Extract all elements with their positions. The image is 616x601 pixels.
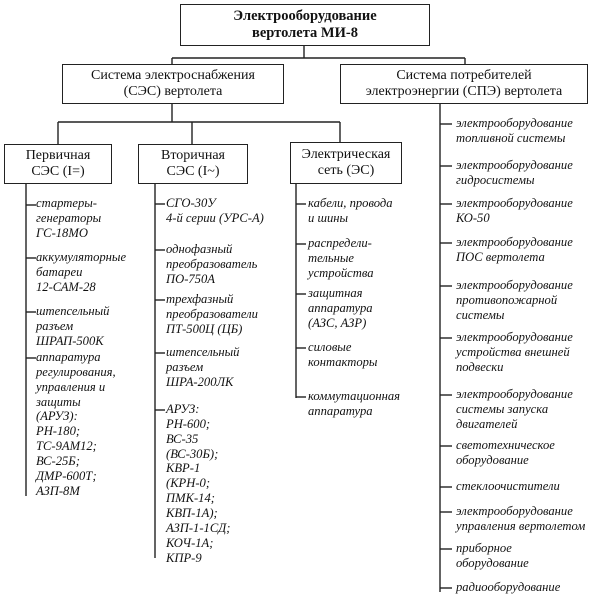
item-line: СГО-30У (166, 196, 216, 210)
consumer-item (456, 479, 560, 494)
item-line: КВР-1 (166, 461, 201, 476)
item-line: управления и (36, 379, 106, 394)
primary-ses-box (4, 144, 112, 184)
item-line: преобразователи (166, 306, 258, 321)
consumer-item (456, 116, 573, 146)
item-line: КОЧ-1А; (166, 535, 214, 550)
item-line: ТС-9АМ12; (36, 439, 97, 454)
secondary-item (166, 242, 257, 287)
primary-item (36, 196, 101, 241)
item-line: ДМР-600Т; (36, 468, 97, 483)
item-line: распредели- (308, 236, 372, 250)
item-line: (КРН-0; (166, 476, 211, 491)
secondary-ses-box (138, 144, 248, 184)
item-line: однофазный (166, 242, 233, 256)
item-line: (АЗС, АЗР) (308, 315, 367, 330)
secondary-item (166, 292, 258, 337)
item-line: РН-180; (36, 424, 81, 439)
network-item (308, 196, 393, 226)
item-line: и шины (308, 210, 349, 225)
network-item (308, 286, 373, 331)
network-item (308, 340, 377, 370)
item-line: разъем (36, 318, 74, 333)
supply-system-box (62, 64, 284, 104)
item-line: аккумуляторные (36, 250, 127, 264)
item-line: АЗП-1-1СД; (166, 520, 231, 535)
item-line: топливной системы (456, 130, 566, 145)
item-line: управления вертолетом (456, 518, 586, 533)
item-line: контакторы (308, 354, 378, 369)
item-line: силовые (308, 340, 352, 354)
item-line: защиты (36, 394, 81, 409)
item-line: оборудование (456, 555, 529, 570)
consumer-item (456, 235, 573, 265)
consumer-item (456, 196, 573, 226)
item-line: АРУЗ: (166, 402, 200, 416)
root-line1: Электрооборудование (233, 8, 377, 25)
secondary-item (166, 345, 239, 390)
item-line: электрооборудование (456, 158, 573, 172)
item-line: ПО-750А (166, 271, 215, 286)
item-line: электрооборудование (456, 196, 573, 210)
network-item (308, 236, 374, 281)
item-line: аппаратура (308, 403, 373, 418)
supply-line2: (СЭС) вертолета (123, 84, 223, 99)
item-line: разъем (166, 359, 204, 374)
item-line: 12-САМ-28 (36, 279, 96, 294)
item-line: ВС-25Б; (36, 454, 80, 469)
secondary-line2: СЭС (I~) (166, 164, 220, 179)
secondary-item (166, 196, 264, 226)
item-line: штепсельный (36, 304, 110, 318)
root-box (180, 4, 430, 46)
consumer-item (456, 580, 560, 595)
item-line: коммутационная (308, 389, 400, 403)
secondary-line1: Вторичная (161, 147, 225, 163)
secondary-item (166, 402, 230, 565)
item-line: генераторы (36, 210, 102, 225)
item-line: батареи (36, 264, 83, 279)
consumers-line1: Система потребителей (396, 67, 532, 83)
item-line: устройства внешней (456, 344, 570, 359)
item-line: трехфазный (166, 292, 234, 306)
item-line: ПОС вертолета (456, 249, 545, 264)
item-line: стеклоочистители (456, 479, 560, 493)
item-line: ГС-18МО (36, 225, 88, 240)
item-line: электрооборудование (456, 278, 573, 292)
item-line: КО-50 (456, 210, 490, 225)
item-line: 4-й серии (УРС-А) (166, 210, 264, 225)
consumers-system-box (340, 64, 588, 104)
item-line: АЗП-8М (36, 483, 80, 498)
item-line: системы запуска (456, 401, 549, 416)
item-line: ПТ-500Ц (ЦБ) (166, 321, 243, 336)
item-line: (АРУЗ): (36, 409, 78, 424)
item-line: кабели, провода (308, 196, 393, 210)
consumers-line2: электроэнергии (СПЭ) вертолета (365, 84, 563, 99)
item-line: электрооборудование (456, 504, 573, 518)
item-line: ПМК-14; (166, 491, 215, 506)
item-line: электрооборудование (456, 330, 573, 344)
item-line: регулирования, (36, 364, 116, 379)
primary-item (36, 250, 126, 295)
root-line2: вертолета МИ-8 (252, 25, 358, 41)
item-line: ШРА-200ЛК (166, 374, 234, 389)
item-line: электрооборудование (456, 387, 573, 401)
consumer-item (456, 387, 573, 432)
supply-line1: Система электроснабжения (91, 67, 255, 83)
primary-line1: Первичная (25, 147, 91, 163)
primary-item (36, 350, 116, 499)
item-line: стартеры- (36, 196, 97, 210)
item-line: электрооборудование (456, 235, 573, 249)
consumer-item (456, 438, 555, 468)
item-line: двигателей (456, 416, 518, 431)
consumer-item (456, 541, 529, 571)
item-line: радиооборудование (456, 580, 561, 594)
item-line: КВП-1А); (166, 506, 218, 521)
item-line: защитная (308, 286, 363, 300)
item-line: КПР-9 (166, 550, 202, 565)
consumer-item (456, 330, 573, 375)
item-line: светотехническое (456, 438, 555, 452)
primary-line2: СЭС (I=) (31, 164, 85, 179)
item-line: гидросистемы (456, 172, 535, 187)
item-line: аппаратура (36, 350, 101, 364)
consumer-item (456, 278, 573, 323)
item-line: штепсельный (166, 345, 240, 359)
item-line: оборудование (456, 452, 529, 467)
item-line: ВС-35 (166, 431, 199, 446)
item-line: подвески (456, 359, 504, 374)
item-line: системы (456, 307, 505, 322)
network-line1: Электрическая (301, 146, 391, 162)
item-line: противопожарной (456, 292, 558, 307)
consumer-item (456, 504, 585, 534)
primary-item (36, 304, 109, 349)
item-line: (ВС-30Б); (166, 446, 219, 461)
item-line: ШРАП-500К (36, 333, 104, 348)
network-item (308, 389, 400, 419)
item-line: устройства (308, 265, 374, 280)
item-line: электрооборудование (456, 116, 573, 130)
item-line: приборное (456, 541, 512, 555)
network-line2: сеть (ЭС) (317, 163, 375, 178)
item-line: РН-600; (166, 416, 211, 431)
item-line: преобразователь (166, 256, 258, 271)
network-box (290, 142, 402, 184)
item-line: аппаратура (308, 300, 373, 315)
consumer-item (456, 158, 573, 188)
item-line: тельные (308, 250, 354, 265)
